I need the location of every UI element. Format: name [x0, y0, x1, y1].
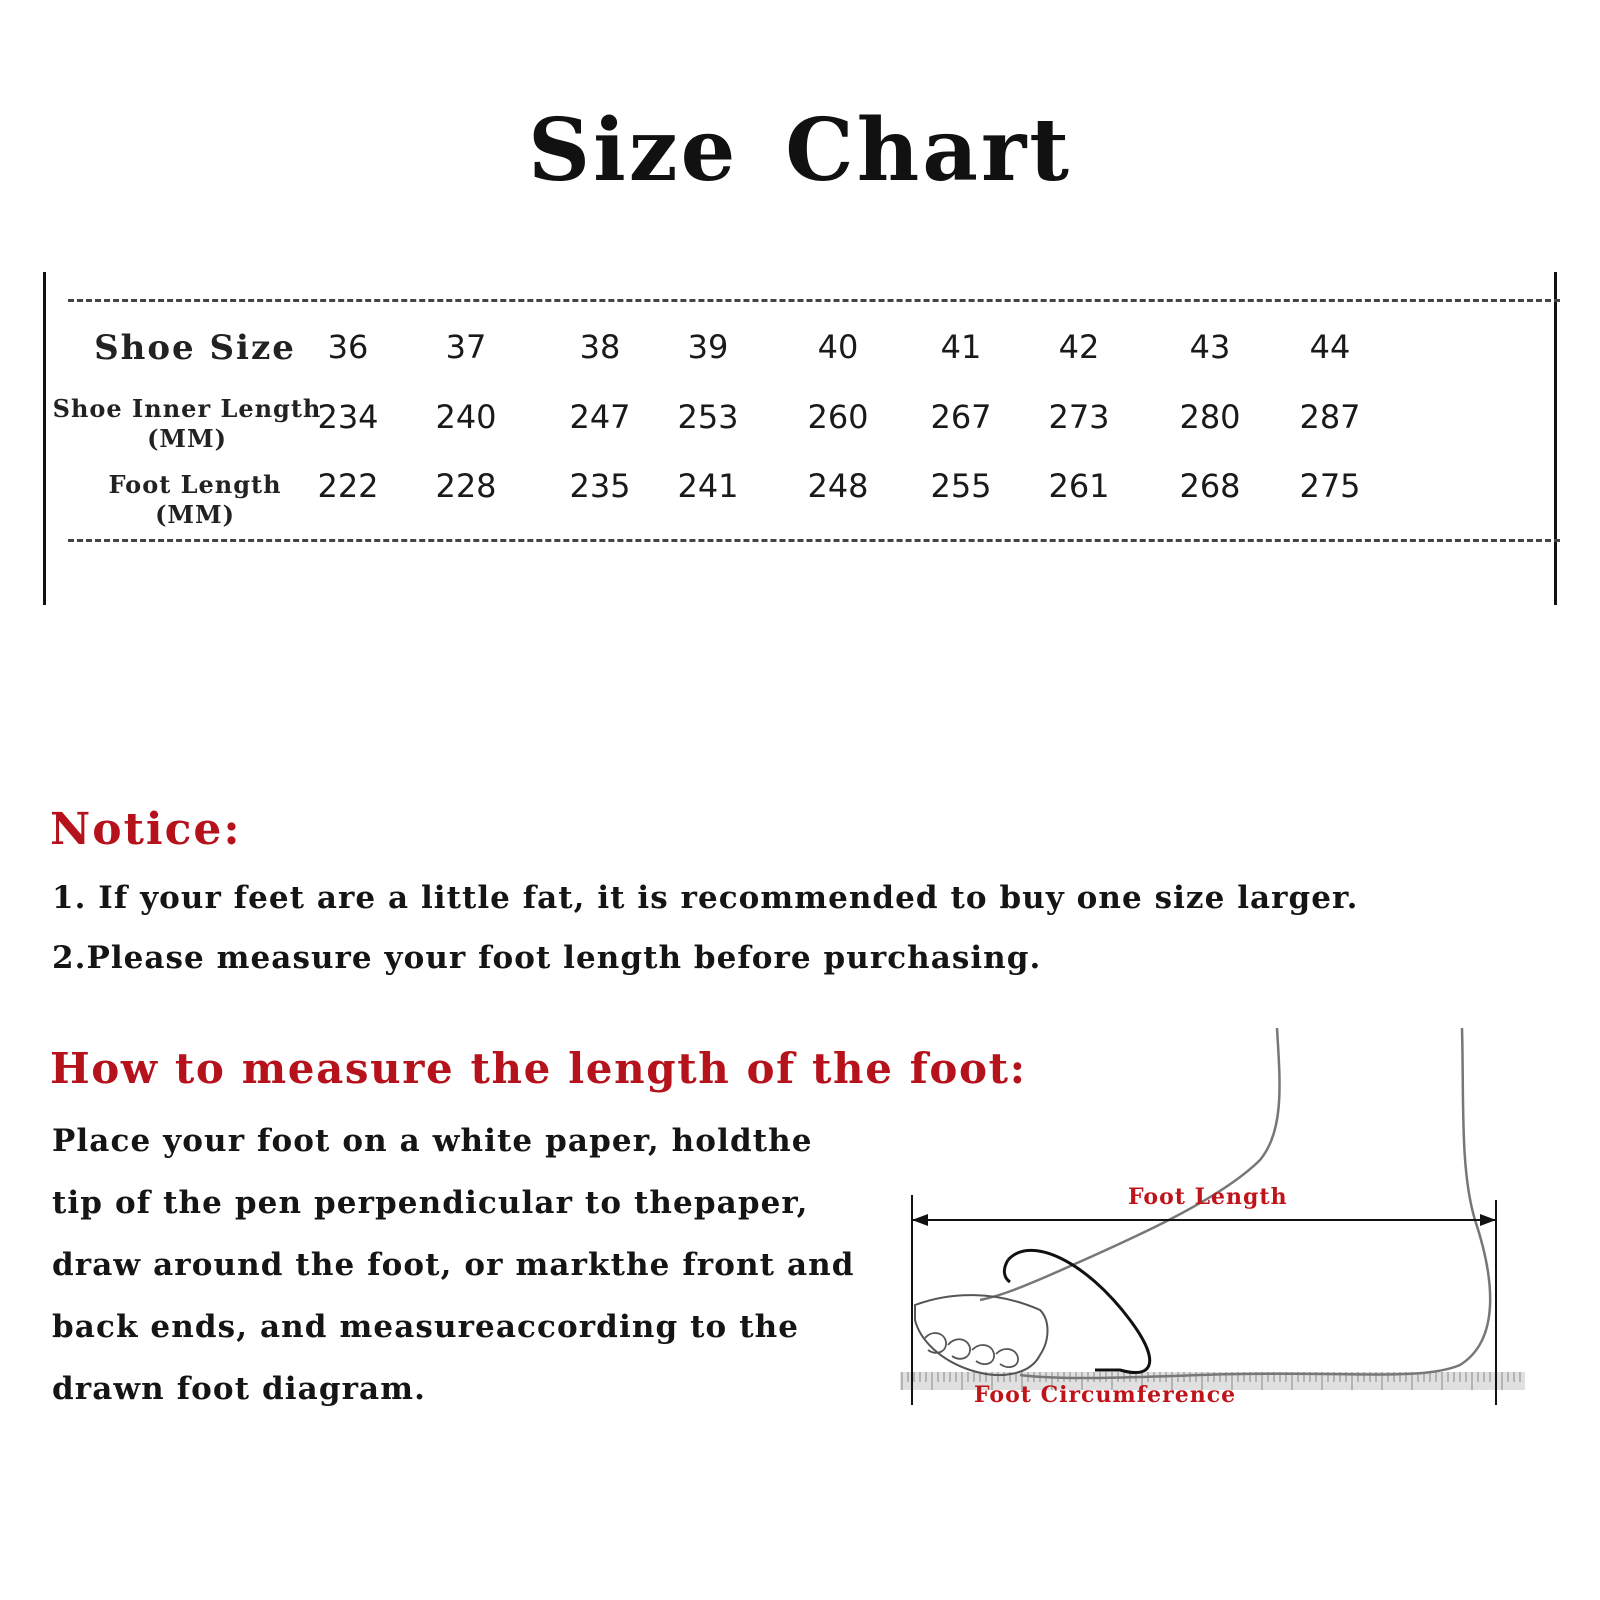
shoe-size-cell: 40: [817, 328, 859, 366]
foot-length-cell: 228: [435, 467, 497, 505]
row-label-inner-length: [52, 394, 322, 454]
instruction-line-4: back ends, and measureaccording to the: [52, 1309, 800, 1345]
shoe-size-cell: 36: [327, 328, 369, 366]
notice-item-1: 1. If your feet are a little fat, it is recommended to buy one size larger.: [52, 880, 1359, 916]
row-label-inner-length-text: Shoe Inner Length: [52, 394, 322, 423]
foot-length-cell: 222: [317, 467, 379, 505]
shoe-size-cell: 39: [687, 328, 729, 366]
inner-length-cell: 267: [930, 398, 992, 436]
foot-length-cell: 255: [930, 467, 992, 505]
inner-length-cell: 260: [807, 398, 869, 436]
shoe-size-cell: 42: [1058, 328, 1100, 366]
inner-length-cell: 253: [677, 398, 739, 436]
table-bottom-dashed-line: [68, 539, 1560, 542]
foot-length-cell: 268: [1179, 467, 1241, 505]
foot-length-label: Foot Length: [1128, 1184, 1288, 1210]
table-top-dashed-line: [68, 299, 1560, 302]
shoe-size-cell: 41: [940, 328, 982, 366]
shoe-size-cell: 43: [1189, 328, 1231, 366]
row-label-inner-length-unit: (MM): [147, 424, 227, 453]
instruction-line-5: drawn foot diagram.: [52, 1371, 427, 1407]
foot-length-cell: 275: [1299, 467, 1361, 505]
inner-length-cell: 273: [1048, 398, 1110, 436]
foot-length-cell: 241: [677, 467, 739, 505]
foot-length-cell: 248: [807, 467, 869, 505]
measure-heading: How to measure the length of the foot:: [50, 1044, 1027, 1093]
notice-heading: Notice:: [50, 804, 242, 855]
inner-length-cell: 234: [317, 398, 379, 436]
notice-item-2: 2.Please measure your foot length before purchasing.: [52, 940, 1042, 976]
instruction-line-2: tip of the pen perpendicular to thepaper,: [52, 1185, 809, 1221]
table-right-border: [1554, 272, 1557, 605]
row-label-foot-length: [55, 470, 335, 530]
shoe-size-cell: 44: [1309, 328, 1351, 366]
row-label-foot-length-text: Foot Length: [108, 470, 282, 499]
inner-length-cell: 240: [435, 398, 497, 436]
inner-length-cell: 287: [1299, 398, 1361, 436]
inner-length-cell: 280: [1179, 398, 1241, 436]
shoe-size-cell: 38: [579, 328, 621, 366]
foot-length-cell: 235: [569, 467, 631, 505]
page-title: Size Chart: [527, 100, 1072, 201]
foot-circumference-label: Foot Circumference: [974, 1382, 1237, 1408]
foot-measurement-diagram: [900, 1020, 1560, 1440]
foot-sketch-icon: [900, 1020, 1560, 1440]
shoe-size-cell: 37: [445, 328, 487, 366]
table-left-border: [43, 272, 46, 605]
instruction-line-3: draw around the foot, or markthe front and: [52, 1247, 855, 1283]
row-label-shoe-size: Shoe Size: [94, 328, 296, 368]
foot-length-cell: 261: [1048, 467, 1110, 505]
instruction-line-1: Place your foot on a white paper, holdthe: [52, 1123, 813, 1159]
inner-length-cell: 247: [569, 398, 631, 436]
row-label-foot-length-unit: (MM): [155, 500, 235, 529]
measure-instructions: [52, 1110, 932, 1420]
